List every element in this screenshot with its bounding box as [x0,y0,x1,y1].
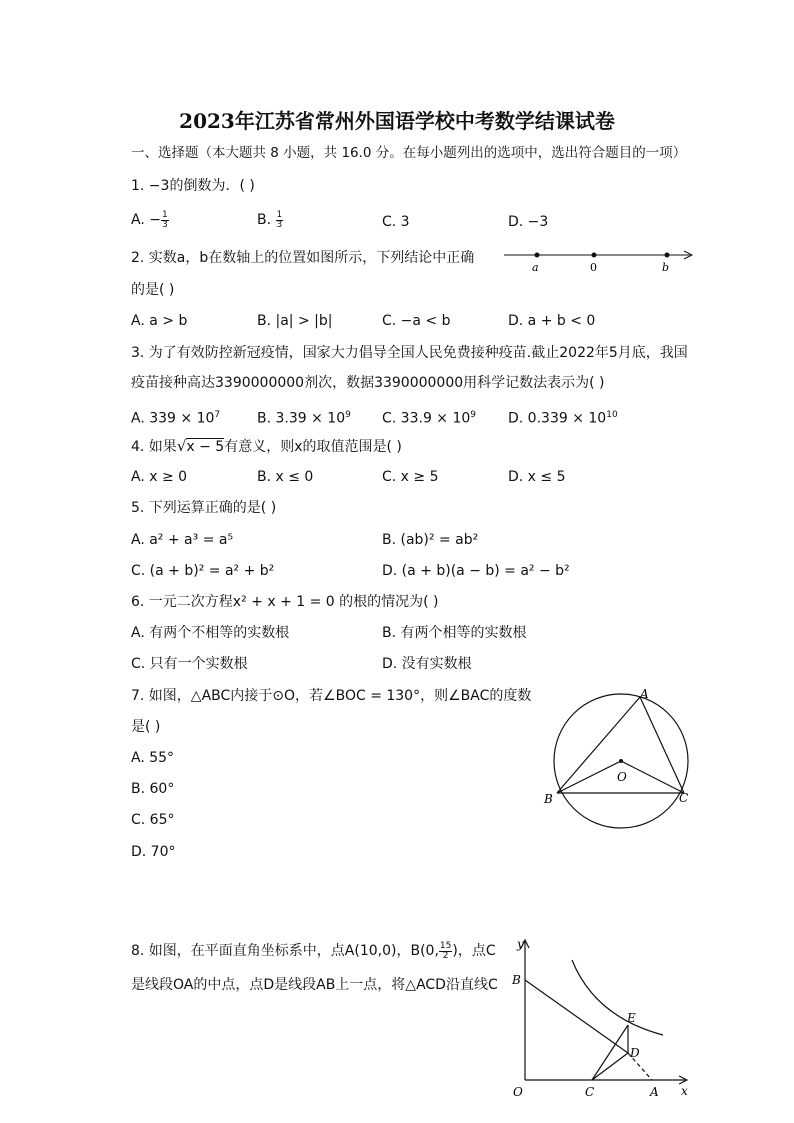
q3-stem-line1: 3. 为了有效防控新冠疫情，国家大力倡导全国人民免费接种疫苗.截止2022年5月底，我国 [131,345,688,361]
q2-option-d: D. a + b < 0 [508,313,596,329]
q2-number-line-figure [500,244,696,274]
q7-label-o: O [617,770,627,784]
q8-label-e: E [627,1011,636,1025]
q7-label-c: C [679,791,689,805]
q5-option-d: D. (a + b)(a − b) = a² − b² [382,563,570,579]
q4-option-a: A. x ≥ 0 [131,469,188,485]
q1-option-a: A. − $\frac{1}{3}$ [131,209,168,230]
q2-stem-line2: 的是( ) [131,282,175,298]
q1-option-d: D. −3 [508,214,549,230]
q8-stem-line2: 是线段OA的中点，点D是线段AB上一点，将△ACD沿直线C [131,977,498,993]
q8-stem-line1: 8. 如图，在平面直角坐标系中，点A(10,0)，B(0, $\frac{15}{2}$ )，点C [131,940,496,961]
q5-option-a: A. a² + a³ = a⁵ [131,532,234,548]
q8-label-b: B [512,973,521,987]
q7-label-b: B [544,792,553,806]
q2-label-zero: 0 [590,261,597,274]
q6-option-c: C. 只有一个实数根 [131,656,248,672]
q1-option-c: C. 3 [382,214,410,230]
q7-stem-line2: 是( ) [131,719,161,735]
q4-option-c: C. x ≥ 5 [382,469,439,485]
q3-stem-line2: 疫苗接种高达3390000000剂次，数据3390000000用科学记数法表示为( ) [131,375,605,391]
q6-option-b: B. 有两个相等的实数根 [382,625,527,641]
q7-circle-figure [540,680,700,840]
q6-option-a: A. 有两个不相等的实数根 [131,625,290,641]
q7-option-c: C. 65° [131,812,175,828]
q4-option-b: B. x ≤ 0 [257,469,314,485]
q2-option-a: A. a > b [131,313,188,329]
q2-stem-line1: 2. 实数a，b在数轴上的位置如图所示，下列结论中正确 [131,250,475,266]
q2-label-a: a [532,261,539,274]
q6-stem: 6. 一元二次方程x² + x + 1 = 0 的根的情况为( ) [131,594,439,610]
q8-label-d: D [630,1046,640,1060]
exam-title: 2023年江苏省常州外国语学校中考数学结课试卷 [179,109,615,133]
q6-option-d: D. 没有实数根 [382,656,472,672]
q7-option-a: A. 55° [131,750,175,766]
q7-label-a: A [640,687,649,701]
section-header: 一、选择题（本大题共 8 小题，共 16.0 分。在每小题列出的选项中，选出符合题目的一项） [131,145,687,161]
q3-option-c: C. $33.9 \times 10^9$ [382,410,477,427]
q3-option-b: B. $3.39 \times 10^9$ [257,410,351,427]
q2-option-b: B. |a| > |b| [257,313,333,329]
q2-option-c: C. −a < b [382,313,451,329]
q5-option-b: B. (ab)² = ab² [382,532,479,548]
q1-option-b: B. $\frac{1}{3}$ [257,209,283,230]
q8-label-o: O [513,1085,523,1099]
q8-label-a: A [650,1085,659,1099]
q8-coordinate-figure [505,932,695,1102]
q4-option-d: D. x ≤ 5 [508,469,566,485]
q8-label-c: C [585,1085,595,1099]
q3-option-d: D. $0.339 \times 10^{10}$ [508,410,618,427]
q3-option-a: A. $339 \times 10^7$ [131,410,221,427]
q8-label-y: y [517,937,524,951]
q7-option-d: D. 70° [131,844,176,860]
q4-stem: 4. 如果√x − 5有意义，则x的取值范围是( ) [131,437,402,455]
q5-stem: 5. 下列运算正确的是( ) [131,500,277,516]
q7-stem-line1: 7. 如图，△ABC内接于⊙O，若∠BOC = 130°，则∠BAC的度数 [131,688,532,704]
q2-label-b: b [662,261,670,274]
q8-label-x: x [681,1084,688,1098]
q1-stem: 1. −3的倒数为．( ) [131,178,255,194]
q5-option-c: C. (a + b)² = a² + b² [131,563,275,579]
q7-option-b: B. 60° [131,781,175,797]
